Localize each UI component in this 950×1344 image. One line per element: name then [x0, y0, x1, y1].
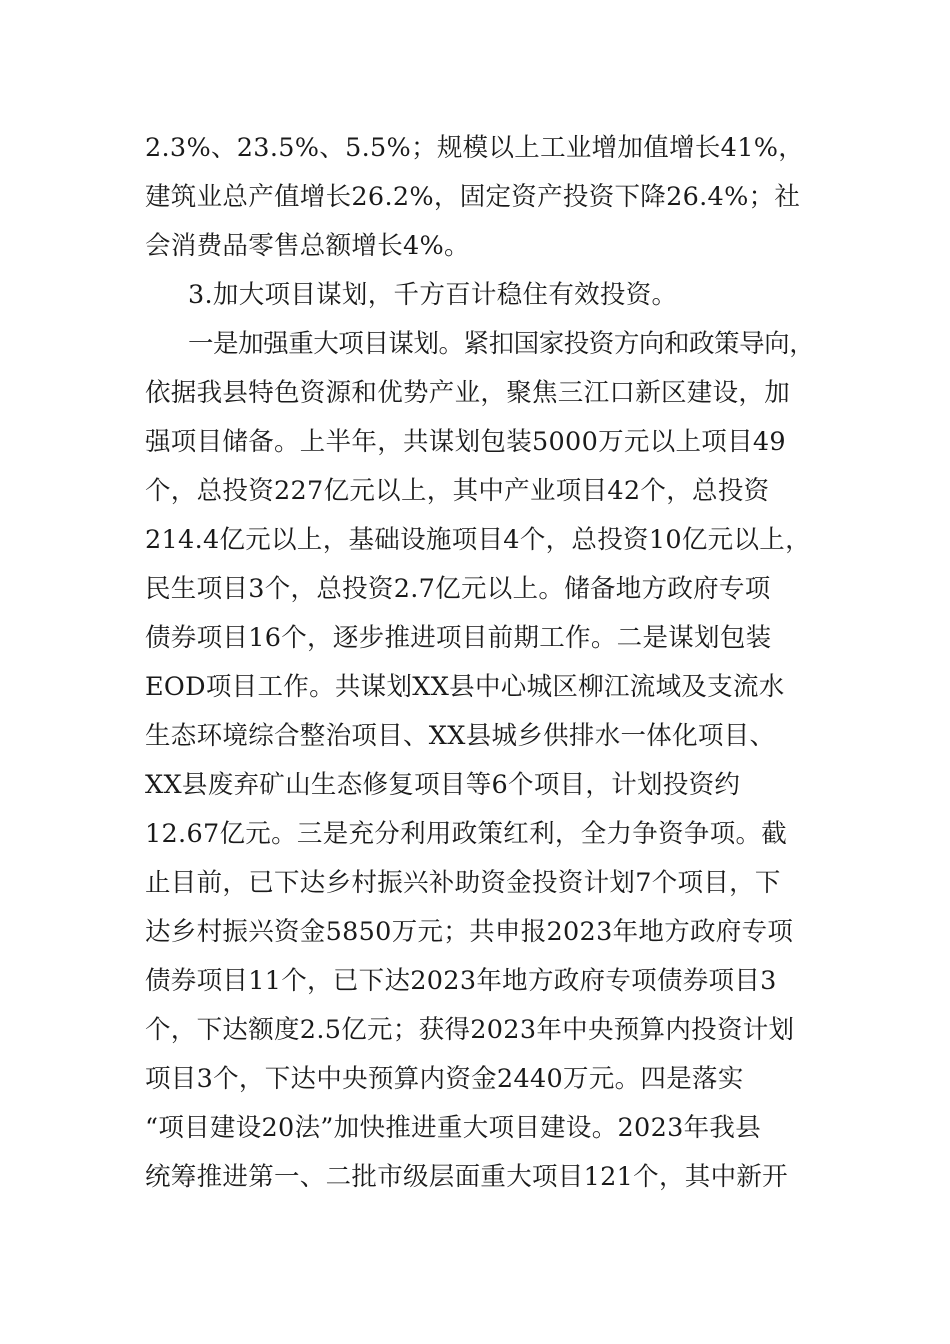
text-line: 生态环境综合整治项目、XX县城乡供排水一体化项目、	[145, 721, 776, 751]
text-line: 债券项目11个，已下达2023年地方政府专项债券项目3	[145, 966, 777, 996]
text-line: 统筹推进第一、二批市级层面重大项目121个，其中新开	[145, 1162, 788, 1192]
text-line: 建筑业总产值增长26.2%，固定资产投资下降26.4%；社	[145, 182, 801, 212]
text-line: 12.67亿元。三是充分利用政策红利，全力争资争项。截	[145, 819, 788, 849]
document-body	[145, 124, 815, 1202]
text-line: 214.4亿元以上，基础设施项目4个，总投资10亿元以上，	[145, 525, 811, 555]
text-line: 达乡村振兴资金5850万元；共申报2023年地方政府专项	[145, 917, 794, 947]
text-line: 项目3个，下达中央预算内资金2440万元。四是落实	[145, 1064, 744, 1094]
text-line: 强项目储备。上半年，共谋划包装5000万元以上项目49	[145, 427, 786, 457]
text-line: EOD项目工作。共谋划XX县中心城区柳江流域及支流水	[145, 672, 785, 702]
text-line: 3.加大项目谋划，千方百计稳住有效投资。	[188, 280, 678, 310]
text-line: XX县废弃矿山生态修复项目等6个项目，计划投资约	[145, 770, 741, 800]
text-line: 个，下达额度2.5亿元；获得2023年中央预算内投资计划	[145, 1015, 795, 1045]
text-line: 2.3%、23.5%、5.5%；规模以上工业增加值增长41%，	[145, 133, 805, 163]
text-line: 个，总投资227亿元以上，其中产业项目42个，总投资	[145, 476, 770, 506]
text-line: 依据我县特色资源和优势产业，聚焦三江口新区建设，加	[145, 378, 791, 408]
text-line: 会消费品零售总额增长4%。	[145, 231, 470, 261]
text-line: “项目建设20法”加快推进重大项目建设。2023年我县	[145, 1113, 762, 1143]
text-line: 民生项目3个，总投资2.7亿元以上。储备地方政府专项	[145, 574, 771, 604]
text-line: 债券项目16个，逐步推进项目前期工作。二是谋划包装	[145, 623, 772, 653]
text-line: 一是加强重大项目谋划。紧扣国家投资方向和政策导向，	[188, 329, 815, 359]
text-line: 止目前，已下达乡村振兴补助资金投资计划7个项目，下	[145, 868, 781, 898]
